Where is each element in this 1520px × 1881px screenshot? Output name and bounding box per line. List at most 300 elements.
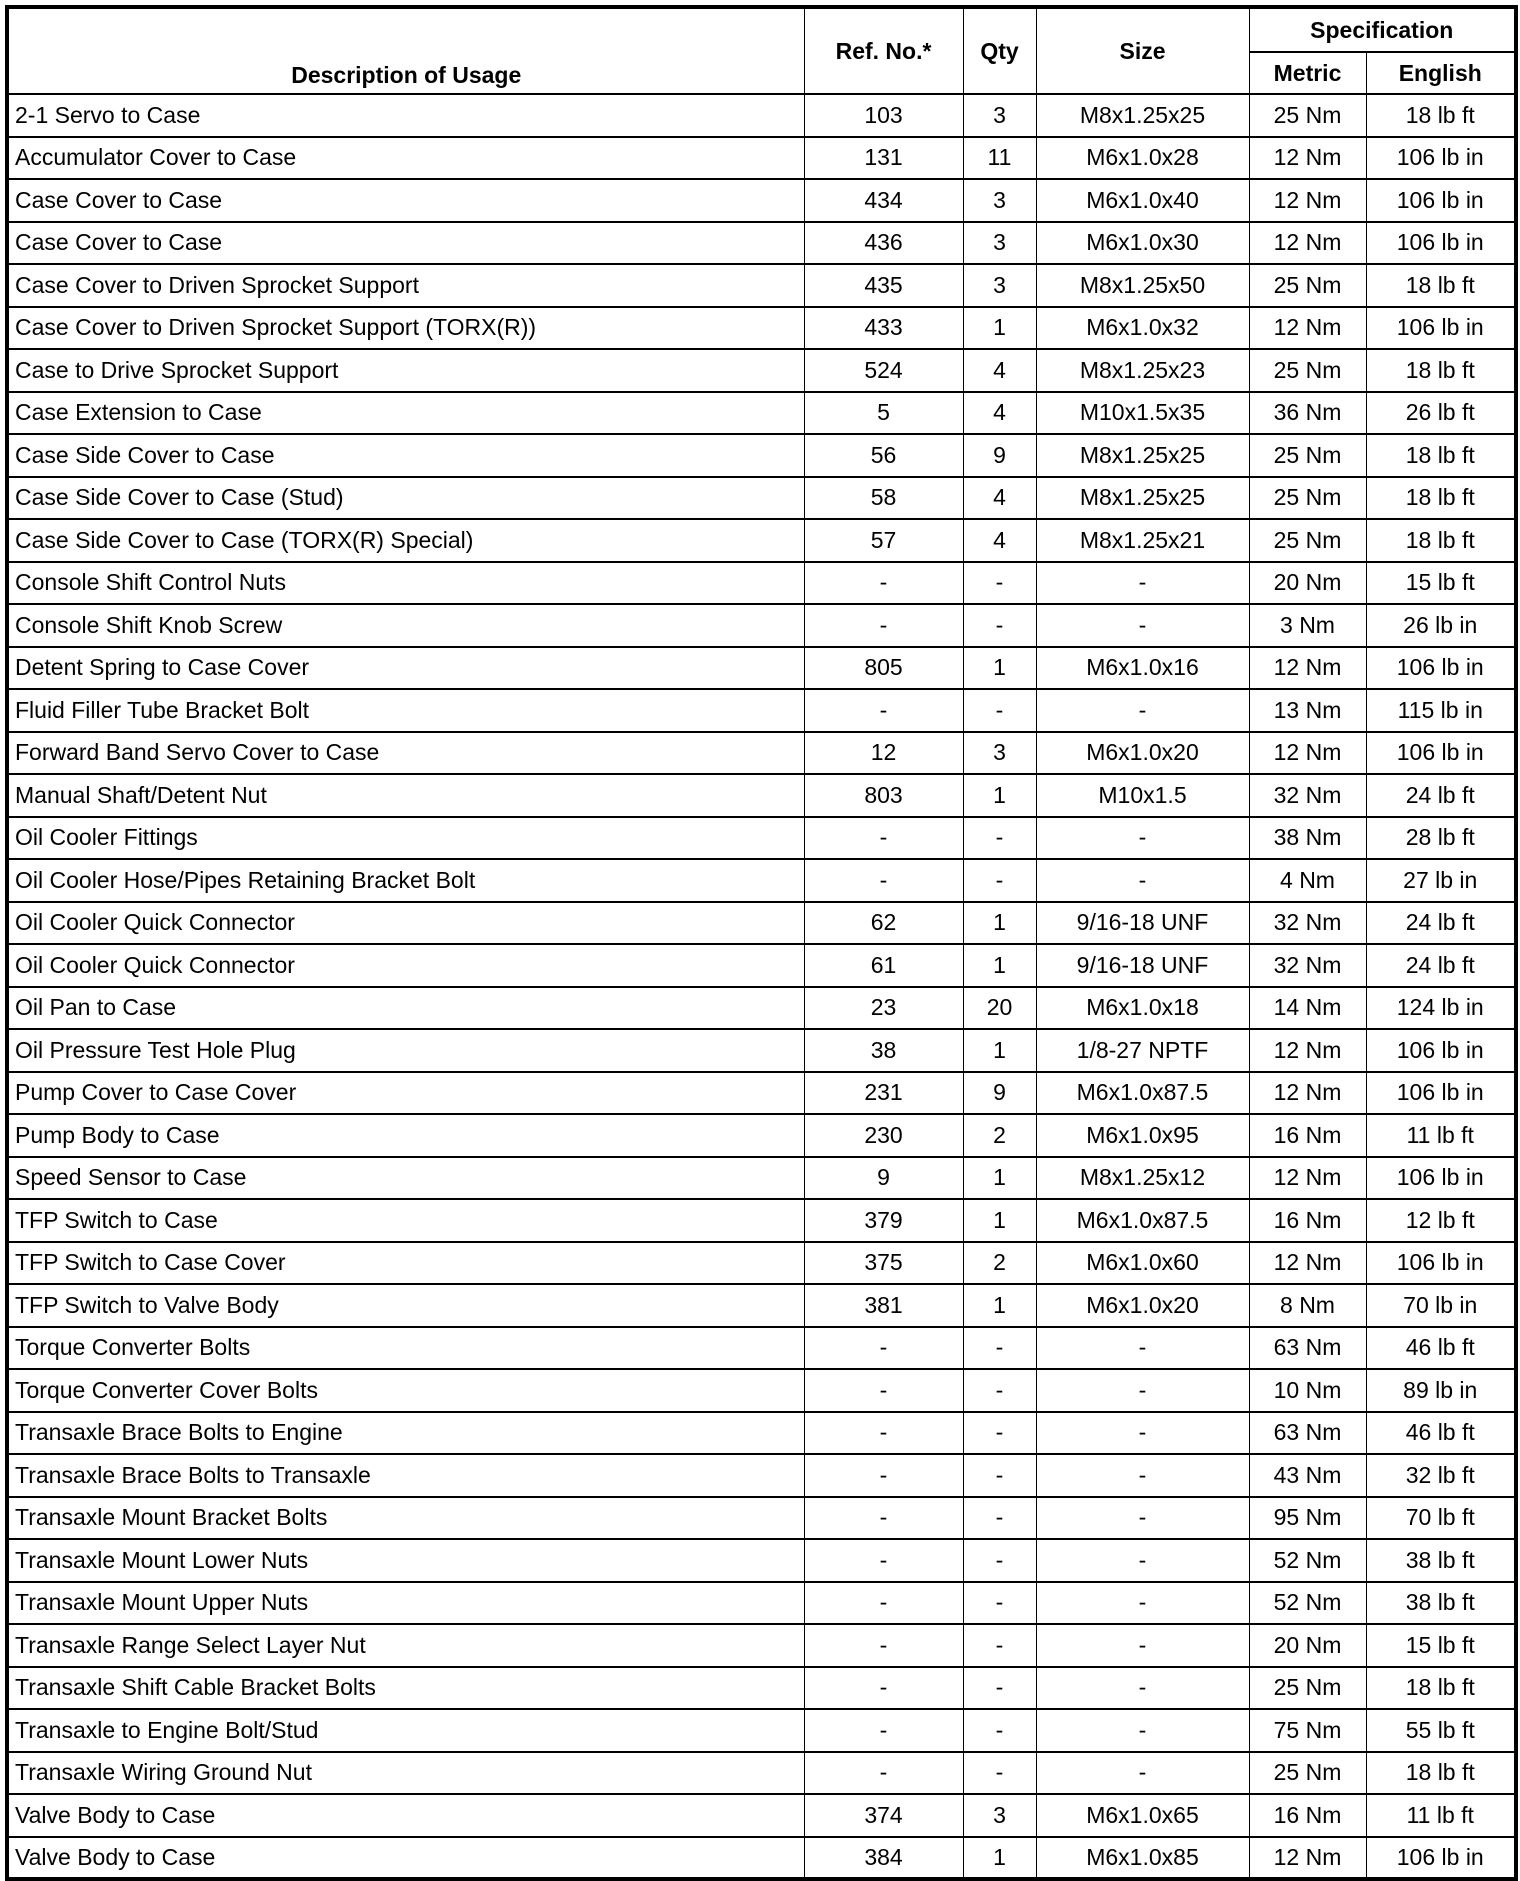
cell-ref-no: - (804, 689, 963, 732)
table-row (7, 817, 1516, 860)
header-size: Size (1036, 7, 1249, 94)
cell-description: Console Shift Control Nuts (7, 562, 804, 605)
cell-size: M6x1.0x40 (1036, 179, 1249, 222)
cell-qty: - (963, 859, 1036, 902)
cell-metric: 10 Nm (1249, 1369, 1366, 1412)
table-row (7, 434, 1516, 477)
table-row (7, 1072, 1516, 1115)
cell-size: M6x1.0x20 (1036, 1284, 1249, 1327)
cell-description: Transaxle Mount Lower Nuts (7, 1539, 804, 1582)
cell-size: - (1036, 1709, 1249, 1752)
table-row (7, 1497, 1516, 1540)
cell-description: Pump Body to Case (7, 1114, 804, 1157)
cell-description: TFP Switch to Case Cover (7, 1242, 804, 1285)
cell-english: 24 lb ft (1366, 902, 1516, 945)
cell-english: 70 lb ft (1366, 1497, 1516, 1540)
table-row (7, 1794, 1516, 1837)
cell-description: TFP Switch to Valve Body (7, 1284, 804, 1327)
cell-english: 26 lb ft (1366, 392, 1516, 435)
cell-size: M8x1.25x21 (1036, 519, 1249, 562)
cell-description: Oil Pressure Test Hole Plug (7, 1029, 804, 1072)
cell-size: M6x1.0x30 (1036, 222, 1249, 265)
cell-ref-no: 38 (804, 1029, 963, 1072)
cell-size: - (1036, 817, 1249, 860)
cell-english: 11 lb ft (1366, 1794, 1516, 1837)
cell-english: 26 lb in (1366, 604, 1516, 647)
cell-description: Transaxle Brace Bolts to Engine (7, 1412, 804, 1455)
table-row (7, 1454, 1516, 1497)
cell-qty: 1 (963, 307, 1036, 350)
cell-english: 106 lb in (1366, 1242, 1516, 1285)
cell-qty: - (963, 1667, 1036, 1710)
cell-description: Forward Band Servo Cover to Case (7, 732, 804, 775)
cell-metric: 25 Nm (1249, 519, 1366, 562)
cell-ref-no: 9 (804, 1157, 963, 1200)
cell-ref-no: 524 (804, 349, 963, 392)
cell-qty: - (963, 1624, 1036, 1667)
cell-size: - (1036, 562, 1249, 605)
cell-metric: 25 Nm (1249, 264, 1366, 307)
cell-qty: 1 (963, 1199, 1036, 1242)
cell-qty: 3 (963, 179, 1036, 222)
cell-english: 18 lb ft (1366, 434, 1516, 477)
cell-size: M8x1.25x25 (1036, 477, 1249, 520)
cell-size: M6x1.0x87.5 (1036, 1199, 1249, 1242)
cell-english: 106 lb in (1366, 222, 1516, 265)
cell-english: 32 lb ft (1366, 1454, 1516, 1497)
cell-english: 18 lb ft (1366, 1752, 1516, 1795)
cell-english: 15 lb ft (1366, 562, 1516, 605)
cell-ref-no: 803 (804, 774, 963, 817)
cell-ref-no: 61 (804, 944, 963, 987)
cell-ref-no: 805 (804, 647, 963, 690)
cell-english: 124 lb in (1366, 987, 1516, 1030)
cell-metric: 12 Nm (1249, 307, 1366, 350)
cell-description: Case to Drive Sprocket Support (7, 349, 804, 392)
cell-english: 15 lb ft (1366, 1624, 1516, 1667)
table-row (7, 732, 1516, 775)
table-row (7, 1327, 1516, 1370)
cell-description: Fluid Filler Tube Bracket Bolt (7, 689, 804, 732)
cell-metric: 63 Nm (1249, 1327, 1366, 1370)
cell-metric: 12 Nm (1249, 1157, 1366, 1200)
cell-ref-no: - (804, 604, 963, 647)
cell-metric: 13 Nm (1249, 689, 1366, 732)
cell-qty: 11 (963, 137, 1036, 180)
cell-qty: 3 (963, 94, 1036, 137)
cell-size: M8x1.25x25 (1036, 434, 1249, 477)
table-row (7, 94, 1516, 137)
cell-metric: 16 Nm (1249, 1794, 1366, 1837)
header-metric: Metric (1249, 52, 1366, 94)
table-row (7, 519, 1516, 562)
table-row (7, 1029, 1516, 1072)
cell-english: 18 lb ft (1366, 1667, 1516, 1710)
table-row (7, 1199, 1516, 1242)
cell-qty: - (963, 1709, 1036, 1752)
table-row (7, 222, 1516, 265)
cell-qty: 4 (963, 519, 1036, 562)
cell-ref-no: - (804, 1624, 963, 1667)
cell-ref-no: 103 (804, 94, 963, 137)
table-row (7, 1709, 1516, 1752)
cell-description: Case Side Cover to Case (7, 434, 804, 477)
cell-ref-no: 57 (804, 519, 963, 562)
cell-size: M6x1.0x87.5 (1036, 1072, 1249, 1115)
cell-metric: 52 Nm (1249, 1582, 1366, 1625)
cell-metric: 25 Nm (1249, 477, 1366, 520)
cell-description: Case Side Cover to Case (TORX(R) Special) (7, 519, 804, 562)
cell-description: Accumulator Cover to Case (7, 137, 804, 180)
table-row (7, 859, 1516, 902)
cell-english: 89 lb in (1366, 1369, 1516, 1412)
cell-description: Case Cover to Case (7, 222, 804, 265)
table-row (7, 179, 1516, 222)
cell-english: 18 lb ft (1366, 519, 1516, 562)
cell-size: - (1036, 1667, 1249, 1710)
cell-description: Pump Cover to Case Cover (7, 1072, 804, 1115)
cell-size: - (1036, 1752, 1249, 1795)
cell-size: - (1036, 1497, 1249, 1540)
cell-qty: - (963, 1539, 1036, 1582)
cell-english: 106 lb in (1366, 1837, 1516, 1880)
cell-metric: 12 Nm (1249, 179, 1366, 222)
cell-ref-no: 435 (804, 264, 963, 307)
table-row (7, 1539, 1516, 1582)
table-row (7, 604, 1516, 647)
cell-description: Oil Cooler Quick Connector (7, 944, 804, 987)
cell-english: 106 lb in (1366, 647, 1516, 690)
cell-metric: 16 Nm (1249, 1114, 1366, 1157)
header-english: English (1366, 52, 1516, 94)
header-specification: Specification (1249, 7, 1516, 52)
table-row (7, 349, 1516, 392)
cell-english: 38 lb ft (1366, 1539, 1516, 1582)
table-row (7, 1284, 1516, 1327)
header-qty: Qty (963, 7, 1036, 94)
cell-description: Valve Body to Case (7, 1794, 804, 1837)
cell-ref-no: 436 (804, 222, 963, 265)
cell-qty: - (963, 1327, 1036, 1370)
cell-description: Transaxle to Engine Bolt/Stud (7, 1709, 804, 1752)
cell-english: 106 lb in (1366, 732, 1516, 775)
table-row (7, 1242, 1516, 1285)
cell-english: 27 lb in (1366, 859, 1516, 902)
cell-description: Detent Spring to Case Cover (7, 647, 804, 690)
cell-size: - (1036, 1539, 1249, 1582)
cell-qty: 1 (963, 774, 1036, 817)
cell-english: 46 lb ft (1366, 1412, 1516, 1455)
cell-description: Oil Cooler Fittings (7, 817, 804, 860)
cell-metric: 12 Nm (1249, 732, 1366, 775)
cell-ref-no: - (804, 817, 963, 860)
cell-qty: 1 (963, 1284, 1036, 1327)
cell-description: Speed Sensor to Case (7, 1157, 804, 1200)
cell-description: TFP Switch to Case (7, 1199, 804, 1242)
cell-metric: 52 Nm (1249, 1539, 1366, 1582)
cell-description: Console Shift Knob Screw (7, 604, 804, 647)
cell-ref-no: 5 (804, 392, 963, 435)
cell-size: 1/8-27 NPTF (1036, 1029, 1249, 1072)
cell-qty: - (963, 562, 1036, 605)
table-row (7, 774, 1516, 817)
table-row (7, 264, 1516, 307)
cell-ref-no: - (804, 1709, 963, 1752)
cell-metric: 20 Nm (1249, 1624, 1366, 1667)
cell-metric: 25 Nm (1249, 1752, 1366, 1795)
table-row (7, 1369, 1516, 1412)
table-row (7, 392, 1516, 435)
cell-size: M8x1.25x12 (1036, 1157, 1249, 1200)
cell-ref-no: 12 (804, 732, 963, 775)
cell-size: M6x1.0x18 (1036, 987, 1249, 1030)
cell-qty: 4 (963, 477, 1036, 520)
cell-description: Transaxle Mount Bracket Bolts (7, 1497, 804, 1540)
cell-english: 106 lb in (1366, 179, 1516, 222)
cell-ref-no: - (804, 1497, 963, 1540)
cell-size: - (1036, 1624, 1249, 1667)
cell-size: M6x1.0x65 (1036, 1794, 1249, 1837)
cell-metric: 95 Nm (1249, 1497, 1366, 1540)
cell-qty: 4 (963, 349, 1036, 392)
cell-qty: 3 (963, 222, 1036, 265)
cell-ref-no: - (804, 1582, 963, 1625)
cell-description: Transaxle Mount Upper Nuts (7, 1582, 804, 1625)
cell-size: - (1036, 689, 1249, 732)
cell-english: 106 lb in (1366, 1029, 1516, 1072)
cell-english: 18 lb ft (1366, 349, 1516, 392)
cell-size: M8x1.25x23 (1036, 349, 1249, 392)
cell-ref-no: 375 (804, 1242, 963, 1285)
cell-qty: 3 (963, 732, 1036, 775)
cell-ref-no: - (804, 1539, 963, 1582)
cell-size: M6x1.0x60 (1036, 1242, 1249, 1285)
cell-description: Case Cover to Driven Sprocket Support (TORX(R)) (7, 307, 804, 350)
cell-english: 18 lb ft (1366, 94, 1516, 137)
cell-metric: 12 Nm (1249, 222, 1366, 265)
cell-qty: - (963, 1582, 1036, 1625)
cell-qty: 1 (963, 902, 1036, 945)
cell-metric: 38 Nm (1249, 817, 1366, 860)
cell-metric: 75 Nm (1249, 1709, 1366, 1752)
cell-size: - (1036, 1327, 1249, 1370)
cell-size: M6x1.0x95 (1036, 1114, 1249, 1157)
cell-english: 106 lb in (1366, 137, 1516, 180)
cell-metric: 32 Nm (1249, 774, 1366, 817)
cell-english: 24 lb ft (1366, 944, 1516, 987)
table-row (7, 477, 1516, 520)
cell-english: 11 lb ft (1366, 1114, 1516, 1157)
cell-qty: - (963, 1752, 1036, 1795)
cell-ref-no: - (804, 1752, 963, 1795)
cell-ref-no: 58 (804, 477, 963, 520)
cell-ref-no: - (804, 1454, 963, 1497)
cell-size: M10x1.5 (1036, 774, 1249, 817)
header-description: Description of Usage (7, 7, 804, 94)
cell-size: M6x1.0x16 (1036, 647, 1249, 690)
cell-size: - (1036, 604, 1249, 647)
cell-english: 55 lb ft (1366, 1709, 1516, 1752)
cell-english: 70 lb in (1366, 1284, 1516, 1327)
cell-metric: 3 Nm (1249, 604, 1366, 647)
cell-qty: - (963, 1369, 1036, 1412)
table-row (7, 987, 1516, 1030)
table-row (7, 1412, 1516, 1455)
cell-qty: - (963, 689, 1036, 732)
cell-ref-no: 384 (804, 1837, 963, 1880)
cell-metric: 8 Nm (1249, 1284, 1366, 1327)
table-row (7, 1667, 1516, 1710)
cell-description: Torque Converter Cover Bolts (7, 1369, 804, 1412)
cell-qty: 9 (963, 434, 1036, 477)
cell-size: M6x1.0x85 (1036, 1837, 1249, 1880)
cell-description: Valve Body to Case (7, 1837, 804, 1880)
cell-ref-no: - (804, 1369, 963, 1412)
cell-metric: 12 Nm (1249, 1029, 1366, 1072)
table-row (7, 307, 1516, 350)
cell-metric: 12 Nm (1249, 1072, 1366, 1115)
cell-metric: 12 Nm (1249, 647, 1366, 690)
table-row (7, 1582, 1516, 1625)
torque-spec-table (5, 5, 1518, 1881)
cell-qty: - (963, 817, 1036, 860)
cell-size: M8x1.25x25 (1036, 94, 1249, 137)
cell-qty: 1 (963, 647, 1036, 690)
cell-qty: 1 (963, 944, 1036, 987)
cell-metric: 12 Nm (1249, 1837, 1366, 1880)
cell-description: 2-1 Servo to Case (7, 94, 804, 137)
cell-qty: - (963, 1412, 1036, 1455)
cell-english: 115 lb in (1366, 689, 1516, 732)
cell-metric: 43 Nm (1249, 1454, 1366, 1497)
cell-english: 24 lb ft (1366, 774, 1516, 817)
cell-metric: 63 Nm (1249, 1412, 1366, 1455)
cell-metric: 25 Nm (1249, 1667, 1366, 1710)
cell-qty: 2 (963, 1242, 1036, 1285)
cell-qty: 3 (963, 264, 1036, 307)
cell-qty: - (963, 1454, 1036, 1497)
cell-english: 18 lb ft (1366, 477, 1516, 520)
table-row (7, 562, 1516, 605)
cell-ref-no: 433 (804, 307, 963, 350)
cell-size: - (1036, 1582, 1249, 1625)
cell-metric: 20 Nm (1249, 562, 1366, 605)
cell-qty: 2 (963, 1114, 1036, 1157)
cell-description: Transaxle Range Select Layer Nut (7, 1624, 804, 1667)
cell-qty: 20 (963, 987, 1036, 1030)
table-row (7, 1837, 1516, 1880)
cell-english: 38 lb ft (1366, 1582, 1516, 1625)
table-row (7, 1752, 1516, 1795)
cell-size: M8x1.25x50 (1036, 264, 1249, 307)
cell-english: 106 lb in (1366, 307, 1516, 350)
cell-size: M6x1.0x20 (1036, 732, 1249, 775)
cell-english: 46 lb ft (1366, 1327, 1516, 1370)
table-row (7, 137, 1516, 180)
cell-metric: 12 Nm (1249, 1242, 1366, 1285)
cell-ref-no: 230 (804, 1114, 963, 1157)
table-row (7, 1114, 1516, 1157)
cell-size: - (1036, 1369, 1249, 1412)
cell-ref-no: - (804, 1327, 963, 1370)
header-ref-no: Ref. No.* (804, 7, 963, 94)
table-row (7, 647, 1516, 690)
cell-metric: 16 Nm (1249, 1199, 1366, 1242)
cell-metric: 32 Nm (1249, 902, 1366, 945)
cell-description: Oil Pan to Case (7, 987, 804, 1030)
cell-english: 12 lb ft (1366, 1199, 1516, 1242)
cell-ref-no: 131 (804, 137, 963, 180)
cell-description: Case Extension to Case (7, 392, 804, 435)
cell-ref-no: - (804, 859, 963, 902)
cell-english: 106 lb in (1366, 1072, 1516, 1115)
cell-size: M6x1.0x32 (1036, 307, 1249, 350)
cell-qty: 1 (963, 1837, 1036, 1880)
cell-ref-no: - (804, 1412, 963, 1455)
cell-description: Oil Cooler Hose/Pipes Retaining Bracket Bolt (7, 859, 804, 902)
cell-size: - (1036, 859, 1249, 902)
cell-ref-no: 379 (804, 1199, 963, 1242)
cell-size: 9/16-18 UNF (1036, 902, 1249, 945)
cell-ref-no: 231 (804, 1072, 963, 1115)
cell-ref-no: - (804, 562, 963, 605)
cell-qty: - (963, 1497, 1036, 1540)
cell-size: M6x1.0x28 (1036, 137, 1249, 180)
cell-description: Transaxle Shift Cable Bracket Bolts (7, 1667, 804, 1710)
cell-description: Transaxle Brace Bolts to Transaxle (7, 1454, 804, 1497)
cell-metric: 25 Nm (1249, 94, 1366, 137)
cell-qty: 3 (963, 1794, 1036, 1837)
cell-metric: 25 Nm (1249, 434, 1366, 477)
cell-metric: 36 Nm (1249, 392, 1366, 435)
cell-description: Oil Cooler Quick Connector (7, 902, 804, 945)
cell-metric: 14 Nm (1249, 987, 1366, 1030)
cell-qty: 9 (963, 1072, 1036, 1115)
cell-description: Case Side Cover to Case (Stud) (7, 477, 804, 520)
table-row (7, 902, 1516, 945)
cell-description: Manual Shaft/Detent Nut (7, 774, 804, 817)
cell-metric: 12 Nm (1249, 137, 1366, 180)
cell-metric: 32 Nm (1249, 944, 1366, 987)
cell-description: Torque Converter Bolts (7, 1327, 804, 1370)
cell-qty: - (963, 604, 1036, 647)
cell-description: Case Cover to Driven Sprocket Support (7, 264, 804, 307)
cell-english: 18 lb ft (1366, 264, 1516, 307)
cell-qty: 4 (963, 392, 1036, 435)
cell-ref-no: 62 (804, 902, 963, 945)
cell-description: Transaxle Wiring Ground Nut (7, 1752, 804, 1795)
cell-qty: 1 (963, 1029, 1036, 1072)
cell-english: 28 lb ft (1366, 817, 1516, 860)
cell-ref-no: - (804, 1667, 963, 1710)
table-row (7, 944, 1516, 987)
table-row (7, 1624, 1516, 1667)
cell-size: M10x1.5x35 (1036, 392, 1249, 435)
cell-qty: 1 (963, 1157, 1036, 1200)
cell-size: - (1036, 1412, 1249, 1455)
cell-size: - (1036, 1454, 1249, 1497)
cell-description: Case Cover to Case (7, 179, 804, 222)
cell-ref-no: 23 (804, 987, 963, 1030)
cell-metric: 25 Nm (1249, 349, 1366, 392)
cell-size: 9/16-18 UNF (1036, 944, 1249, 987)
cell-english: 106 lb in (1366, 1157, 1516, 1200)
cell-ref-no: 434 (804, 179, 963, 222)
cell-ref-no: 381 (804, 1284, 963, 1327)
cell-metric: 4 Nm (1249, 859, 1366, 902)
cell-ref-no: 374 (804, 1794, 963, 1837)
cell-ref-no: 56 (804, 434, 963, 477)
